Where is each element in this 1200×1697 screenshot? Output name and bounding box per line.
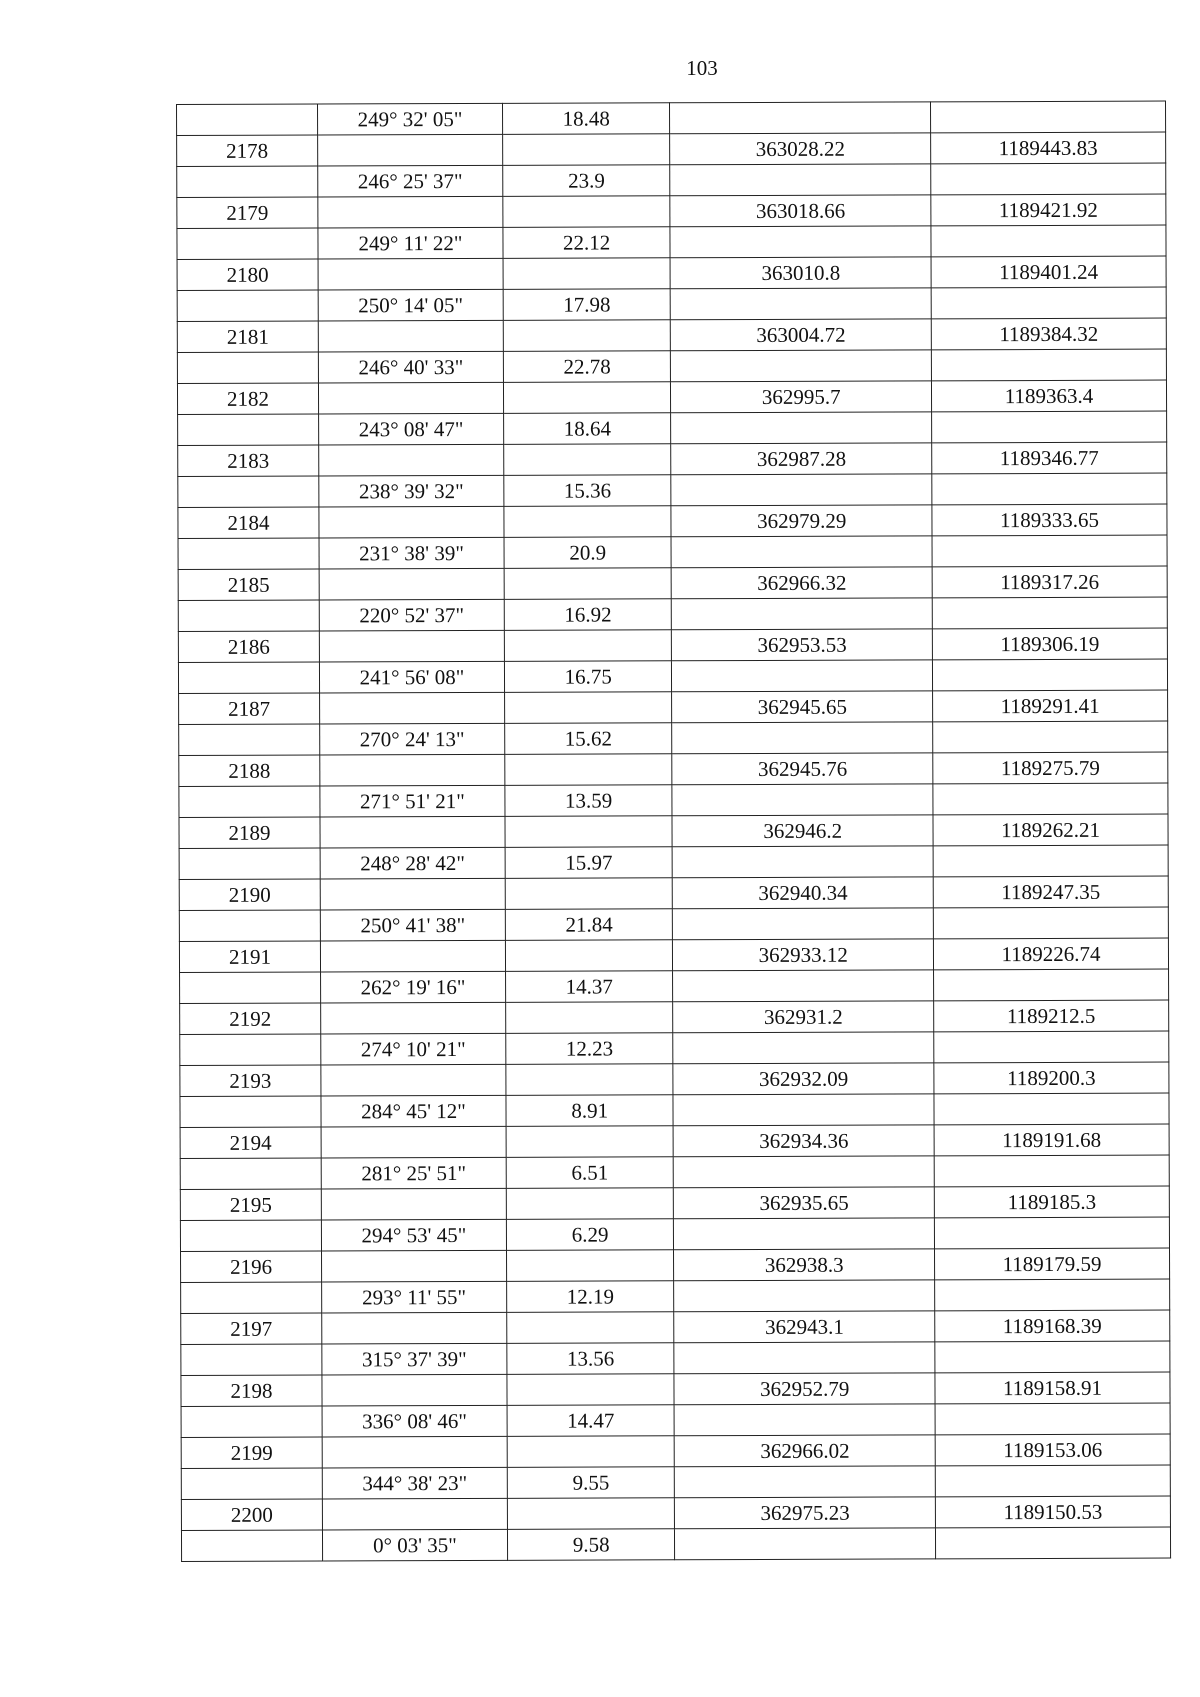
northing-cell: 1189306.19 bbox=[932, 628, 1167, 660]
easting-cell bbox=[671, 474, 932, 506]
point-cell: 2185 bbox=[178, 569, 319, 600]
distance-cell bbox=[504, 444, 672, 476]
bearing-cell: 294° 53' 45" bbox=[321, 1219, 506, 1251]
coordinate-table-body bbox=[177, 101, 1171, 1561]
bearing-cell: 250° 41' 38" bbox=[320, 909, 505, 941]
easting-cell: 362945.76 bbox=[672, 753, 933, 785]
segment-row bbox=[178, 597, 1167, 631]
point-cell bbox=[177, 352, 318, 383]
distance-cell: 14.47 bbox=[507, 1405, 675, 1437]
point-cell bbox=[180, 1158, 321, 1189]
bearing-cell: 249° 11' 22" bbox=[318, 227, 503, 259]
segment-row bbox=[181, 1403, 1170, 1437]
point-cell: 2186 bbox=[178, 631, 319, 662]
distance-cell: 15.97 bbox=[505, 847, 673, 879]
point-row bbox=[180, 1062, 1169, 1096]
point-cell: 2179 bbox=[177, 197, 318, 228]
point-row bbox=[177, 256, 1166, 290]
point-cell bbox=[181, 1344, 322, 1375]
northing-cell bbox=[935, 1465, 1170, 1497]
northing-cell bbox=[932, 659, 1167, 691]
bearing-cell: 0° 03' 35" bbox=[322, 1529, 507, 1561]
easting-cell bbox=[673, 970, 934, 1002]
point-cell: 2190 bbox=[179, 879, 320, 910]
bearing-cell bbox=[318, 196, 503, 228]
easting-cell: 362943.1 bbox=[674, 1311, 935, 1343]
segment-row bbox=[177, 163, 1166, 197]
point-cell bbox=[177, 166, 318, 197]
point-cell: 2180 bbox=[177, 259, 318, 290]
easting-cell bbox=[672, 784, 933, 816]
point-cell bbox=[180, 972, 321, 1003]
distance-cell: 22.78 bbox=[503, 351, 671, 383]
easting-cell: 362966.32 bbox=[672, 567, 933, 599]
easting-cell: 362934.36 bbox=[674, 1125, 935, 1157]
easting-cell: 362952.79 bbox=[674, 1373, 935, 1405]
bearing-cell: 246° 40' 33" bbox=[318, 351, 503, 383]
point-cell bbox=[180, 1034, 321, 1065]
segment-row bbox=[180, 1093, 1169, 1127]
easting-cell bbox=[673, 1032, 934, 1064]
bearing-cell: 344° 38' 23" bbox=[322, 1467, 507, 1499]
point-cell: 2182 bbox=[177, 383, 318, 414]
point-row bbox=[178, 442, 1167, 476]
bearing-cell bbox=[321, 1064, 506, 1096]
distance-cell bbox=[504, 568, 672, 600]
segment-row bbox=[177, 225, 1166, 259]
bearing-cell: 281° 25' 51" bbox=[321, 1157, 506, 1189]
segment-row bbox=[180, 1155, 1169, 1189]
distance-cell: 23.9 bbox=[503, 165, 671, 197]
easting-cell: 362995.7 bbox=[671, 381, 932, 413]
point-cell: 2200 bbox=[181, 1499, 322, 1530]
northing-cell bbox=[933, 783, 1168, 815]
point-cell bbox=[181, 1282, 322, 1313]
segment-row bbox=[177, 287, 1166, 321]
distance-cell bbox=[505, 940, 673, 972]
segment-row bbox=[178, 411, 1167, 445]
easting-cell: 362933.12 bbox=[673, 939, 934, 971]
point-row bbox=[177, 318, 1166, 352]
northing-cell bbox=[935, 1341, 1170, 1373]
easting-cell: 362945.65 bbox=[672, 691, 933, 723]
easting-cell bbox=[674, 1404, 935, 1436]
easting-cell: 363010.8 bbox=[670, 257, 931, 289]
bearing-cell bbox=[321, 1250, 506, 1282]
distance-cell bbox=[504, 630, 672, 662]
distance-cell bbox=[504, 506, 672, 538]
easting-cell bbox=[675, 1466, 936, 1498]
point-cell: 2183 bbox=[178, 445, 319, 476]
bearing-cell: 248° 28' 42" bbox=[320, 847, 505, 879]
easting-cell bbox=[672, 660, 933, 692]
segment-row bbox=[178, 473, 1167, 507]
easting-cell bbox=[670, 102, 931, 134]
point-cell: 2193 bbox=[180, 1065, 321, 1096]
segment-row bbox=[180, 1031, 1169, 1065]
bearing-cell: 250° 14' 05" bbox=[318, 289, 503, 321]
segment-row bbox=[179, 907, 1168, 941]
bearing-cell bbox=[320, 692, 505, 724]
bearing-cell: 243° 08' 47" bbox=[319, 413, 504, 445]
northing-cell: 1189200.3 bbox=[934, 1062, 1169, 1094]
distance-cell bbox=[503, 320, 671, 352]
northing-cell: 1189291.41 bbox=[933, 690, 1168, 722]
easting-cell: 362931.2 bbox=[673, 1001, 934, 1033]
point-cell: 2195 bbox=[180, 1189, 321, 1220]
easting-cell bbox=[674, 1280, 935, 1312]
point-cell bbox=[177, 228, 318, 259]
distance-cell bbox=[507, 1374, 675, 1406]
bearing-cell bbox=[319, 506, 504, 538]
bearing-cell bbox=[321, 1002, 506, 1034]
northing-cell: 1189212.5 bbox=[934, 1000, 1169, 1032]
bearing-cell: 270° 24' 13" bbox=[320, 723, 505, 755]
northing-cell bbox=[931, 349, 1166, 381]
northing-cell bbox=[931, 163, 1166, 195]
northing-cell bbox=[934, 1155, 1169, 1187]
easting-cell: 363028.22 bbox=[670, 133, 931, 165]
easting-cell: 362966.02 bbox=[675, 1435, 936, 1467]
point-cell bbox=[179, 848, 320, 879]
point-cell: 2189 bbox=[179, 817, 320, 848]
point-cell: 2196 bbox=[181, 1251, 322, 1282]
point-cell bbox=[179, 910, 320, 941]
bearing-cell: 246° 25' 37" bbox=[318, 165, 503, 197]
northing-cell bbox=[935, 1527, 1170, 1559]
easting-cell bbox=[674, 1342, 935, 1374]
northing-cell: 1189317.26 bbox=[932, 566, 1167, 598]
bearing-cell: 238° 39' 32" bbox=[319, 475, 504, 507]
bearing-cell bbox=[322, 1498, 507, 1530]
point-row bbox=[180, 1000, 1169, 1034]
point-cell bbox=[178, 662, 319, 693]
northing-cell bbox=[932, 597, 1167, 629]
point-row bbox=[180, 1124, 1169, 1158]
easting-cell: 362946.2 bbox=[672, 815, 933, 847]
distance-cell: 17.98 bbox=[503, 289, 671, 321]
northing-cell bbox=[934, 1031, 1169, 1063]
distance-cell: 12.19 bbox=[507, 1281, 675, 1313]
point-cell: 2184 bbox=[178, 507, 319, 538]
easting-cell bbox=[671, 350, 932, 382]
bearing-cell: 241° 56' 08" bbox=[319, 661, 504, 693]
distance-cell bbox=[506, 1064, 674, 1096]
easting-cell: 362953.53 bbox=[672, 629, 933, 661]
segment-row bbox=[179, 721, 1168, 755]
northing-cell: 1189153.06 bbox=[935, 1434, 1170, 1466]
point-row bbox=[179, 876, 1168, 910]
easting-cell bbox=[673, 846, 934, 878]
bearing-cell bbox=[320, 940, 505, 972]
segment-row bbox=[177, 101, 1166, 135]
northing-cell bbox=[930, 101, 1165, 133]
bearing-cell bbox=[321, 1126, 506, 1158]
bearing-cell: 293° 11' 55" bbox=[322, 1281, 507, 1313]
northing-cell bbox=[934, 1217, 1169, 1249]
bearing-cell bbox=[319, 630, 504, 662]
easting-cell bbox=[673, 908, 934, 940]
easting-cell bbox=[671, 412, 932, 444]
bearing-cell bbox=[322, 1436, 507, 1468]
distance-cell bbox=[507, 1312, 675, 1344]
point-cell: 2188 bbox=[179, 755, 320, 786]
distance-cell: 13.59 bbox=[505, 785, 673, 817]
distance-cell: 9.55 bbox=[507, 1467, 675, 1499]
bearing-cell: 249° 32' 05" bbox=[317, 103, 502, 135]
bearing-cell: 231° 38' 39" bbox=[319, 537, 504, 569]
northing-cell bbox=[933, 907, 1168, 939]
distance-cell bbox=[503, 258, 671, 290]
bearing-cell: 220° 52' 37" bbox=[319, 599, 504, 631]
distance-cell: 15.62 bbox=[505, 723, 673, 755]
bearing-cell: 262° 19' 16" bbox=[321, 971, 506, 1003]
northing-cell bbox=[934, 1093, 1169, 1125]
easting-cell: 363004.72 bbox=[671, 319, 932, 351]
point-cell bbox=[181, 1406, 322, 1437]
point-cell: 2178 bbox=[177, 135, 318, 166]
distance-cell bbox=[506, 1188, 674, 1220]
northing-cell bbox=[932, 473, 1167, 505]
northing-cell bbox=[931, 287, 1166, 319]
northing-cell bbox=[932, 411, 1167, 443]
distance-cell: 12.23 bbox=[506, 1033, 674, 1065]
segment-row bbox=[180, 1217, 1169, 1251]
easting-cell bbox=[672, 598, 933, 630]
distance-cell: 22.12 bbox=[503, 227, 671, 259]
point-row bbox=[179, 938, 1168, 972]
point-cell bbox=[180, 1220, 321, 1251]
distance-cell: 20.9 bbox=[504, 537, 672, 569]
bearing-cell bbox=[321, 1188, 506, 1220]
bearing-cell bbox=[322, 1374, 507, 1406]
point-cell: 2191 bbox=[179, 941, 320, 972]
northing-cell bbox=[933, 721, 1168, 753]
point-cell bbox=[178, 600, 319, 631]
bearing-cell bbox=[318, 258, 503, 290]
bearing-cell bbox=[318, 134, 503, 166]
segment-row bbox=[181, 1465, 1170, 1499]
segment-row bbox=[179, 783, 1168, 817]
point-row bbox=[178, 566, 1167, 600]
distance-cell bbox=[505, 816, 673, 848]
distance-cell: 18.64 bbox=[503, 413, 671, 445]
point-row bbox=[181, 1434, 1170, 1468]
segment-row bbox=[181, 1279, 1170, 1313]
point-row bbox=[181, 1310, 1170, 1344]
easting-cell: 362979.29 bbox=[671, 505, 932, 537]
point-cell bbox=[181, 1468, 322, 1499]
northing-cell: 1189191.68 bbox=[934, 1124, 1169, 1156]
northing-cell bbox=[931, 225, 1166, 257]
point-row bbox=[178, 628, 1167, 662]
northing-cell: 1189168.39 bbox=[935, 1310, 1170, 1342]
point-row bbox=[177, 132, 1166, 166]
easting-cell: 362935.65 bbox=[674, 1187, 935, 1219]
northing-cell: 1189275.79 bbox=[933, 752, 1168, 784]
distance-cell: 21.84 bbox=[505, 909, 673, 941]
northing-cell: 1189262.21 bbox=[933, 814, 1168, 846]
point-row bbox=[180, 1186, 1169, 1220]
easting-cell: 362940.34 bbox=[673, 877, 934, 909]
distance-cell: 13.56 bbox=[507, 1343, 675, 1375]
northing-cell: 1189443.83 bbox=[931, 132, 1166, 164]
point-cell: 2192 bbox=[180, 1003, 321, 1034]
point-cell bbox=[178, 414, 319, 445]
point-row bbox=[179, 752, 1168, 786]
northing-cell: 1189421.92 bbox=[931, 194, 1166, 226]
segment-row bbox=[178, 659, 1167, 693]
northing-cell bbox=[935, 1279, 1170, 1311]
northing-cell bbox=[934, 969, 1169, 1001]
point-cell: 2199 bbox=[181, 1437, 322, 1468]
distance-cell bbox=[503, 134, 671, 166]
northing-cell: 1189158.91 bbox=[935, 1372, 1170, 1404]
point-row bbox=[181, 1496, 1170, 1530]
easting-cell: 362938.3 bbox=[674, 1249, 935, 1281]
distance-cell: 9.58 bbox=[507, 1529, 675, 1561]
segment-row bbox=[178, 535, 1167, 569]
distance-cell bbox=[505, 878, 673, 910]
point-row bbox=[181, 1248, 1170, 1282]
bearing-cell bbox=[320, 878, 505, 910]
point-row bbox=[178, 504, 1167, 538]
point-cell: 2198 bbox=[181, 1375, 322, 1406]
easting-cell: 362932.09 bbox=[673, 1063, 934, 1095]
northing-cell bbox=[933, 845, 1168, 877]
distance-cell bbox=[503, 196, 671, 228]
distance-cell: 15.36 bbox=[504, 475, 672, 507]
distance-cell: 6.29 bbox=[506, 1219, 674, 1251]
segment-row bbox=[177, 349, 1166, 383]
distance-cell: 18.48 bbox=[502, 103, 670, 135]
easting-cell bbox=[670, 164, 931, 196]
point-cell bbox=[177, 290, 318, 321]
point-cell: 2197 bbox=[181, 1313, 322, 1344]
distance-cell bbox=[506, 1126, 674, 1158]
bearing-cell bbox=[319, 568, 504, 600]
segment-row bbox=[181, 1341, 1170, 1375]
point-cell: 2181 bbox=[177, 321, 318, 352]
easting-cell bbox=[671, 288, 932, 320]
distance-cell bbox=[503, 382, 671, 414]
easting-cell bbox=[671, 536, 932, 568]
northing-cell: 1189185.3 bbox=[934, 1186, 1169, 1218]
easting-cell: 362987.28 bbox=[671, 443, 932, 475]
northing-cell: 1189346.77 bbox=[932, 442, 1167, 474]
bearing-cell: 315° 37' 39" bbox=[322, 1343, 507, 1375]
segment-row bbox=[179, 845, 1168, 879]
point-cell: 2194 bbox=[180, 1127, 321, 1158]
bearing-cell bbox=[318, 382, 503, 414]
point-cell bbox=[180, 1096, 321, 1127]
bearing-cell: 274° 10' 21" bbox=[321, 1033, 506, 1065]
point-cell bbox=[179, 724, 320, 755]
distance-cell bbox=[507, 1498, 675, 1530]
point-cell bbox=[179, 786, 320, 817]
easting-cell bbox=[673, 1094, 934, 1126]
easting-cell bbox=[675, 1528, 936, 1560]
page-number: 103 bbox=[686, 56, 718, 80]
distance-cell bbox=[504, 692, 672, 724]
northing-cell: 1189401.24 bbox=[931, 256, 1166, 288]
distance-cell bbox=[507, 1436, 675, 1468]
northing-cell bbox=[932, 535, 1167, 567]
northing-cell: 1189226.74 bbox=[933, 938, 1168, 970]
distance-cell bbox=[505, 754, 673, 786]
point-row bbox=[179, 690, 1168, 724]
distance-cell: 16.75 bbox=[504, 661, 672, 693]
bearing-cell: 284° 45' 12" bbox=[321, 1095, 506, 1127]
northing-cell: 1189333.65 bbox=[932, 504, 1167, 536]
distance-cell: 8.91 bbox=[506, 1095, 674, 1127]
northing-cell: 1189247.35 bbox=[933, 876, 1168, 908]
easting-cell bbox=[674, 1218, 935, 1250]
distance-cell: 14.37 bbox=[505, 971, 673, 1003]
distance-cell bbox=[506, 1250, 674, 1282]
point-cell bbox=[178, 476, 319, 507]
easting-cell: 362975.23 bbox=[675, 1497, 936, 1529]
northing-cell bbox=[935, 1403, 1170, 1435]
point-cell bbox=[181, 1530, 322, 1561]
point-row bbox=[177, 380, 1166, 414]
northing-cell: 1189150.53 bbox=[935, 1496, 1170, 1528]
point-row bbox=[177, 194, 1166, 228]
northing-cell: 1189384.32 bbox=[931, 318, 1166, 350]
easting-cell bbox=[672, 722, 933, 754]
bearing-cell: 336° 08' 46" bbox=[322, 1405, 507, 1437]
easting-cell bbox=[674, 1156, 935, 1188]
bearing-cell bbox=[319, 444, 504, 476]
point-cell: 2187 bbox=[179, 693, 320, 724]
segment-row bbox=[180, 969, 1169, 1003]
bearing-cell: 271° 51' 21" bbox=[320, 785, 505, 817]
point-cell bbox=[177, 104, 318, 135]
easting-cell bbox=[670, 226, 931, 258]
bearing-cell bbox=[320, 754, 505, 786]
northing-cell: 1189363.4 bbox=[931, 380, 1166, 412]
distance-cell: 16.92 bbox=[504, 599, 672, 631]
point-row bbox=[179, 814, 1168, 848]
bearing-cell bbox=[322, 1312, 507, 1344]
segment-row bbox=[181, 1527, 1170, 1561]
point-row bbox=[181, 1372, 1170, 1406]
distance-cell: 6.51 bbox=[506, 1157, 674, 1189]
bearing-cell bbox=[318, 320, 503, 352]
distance-cell bbox=[506, 1002, 674, 1034]
easting-cell: 363018.66 bbox=[670, 195, 931, 227]
coordinate-table bbox=[176, 101, 1171, 1562]
point-cell bbox=[178, 538, 319, 569]
bearing-cell bbox=[320, 816, 505, 848]
northing-cell: 1189179.59 bbox=[934, 1248, 1169, 1280]
